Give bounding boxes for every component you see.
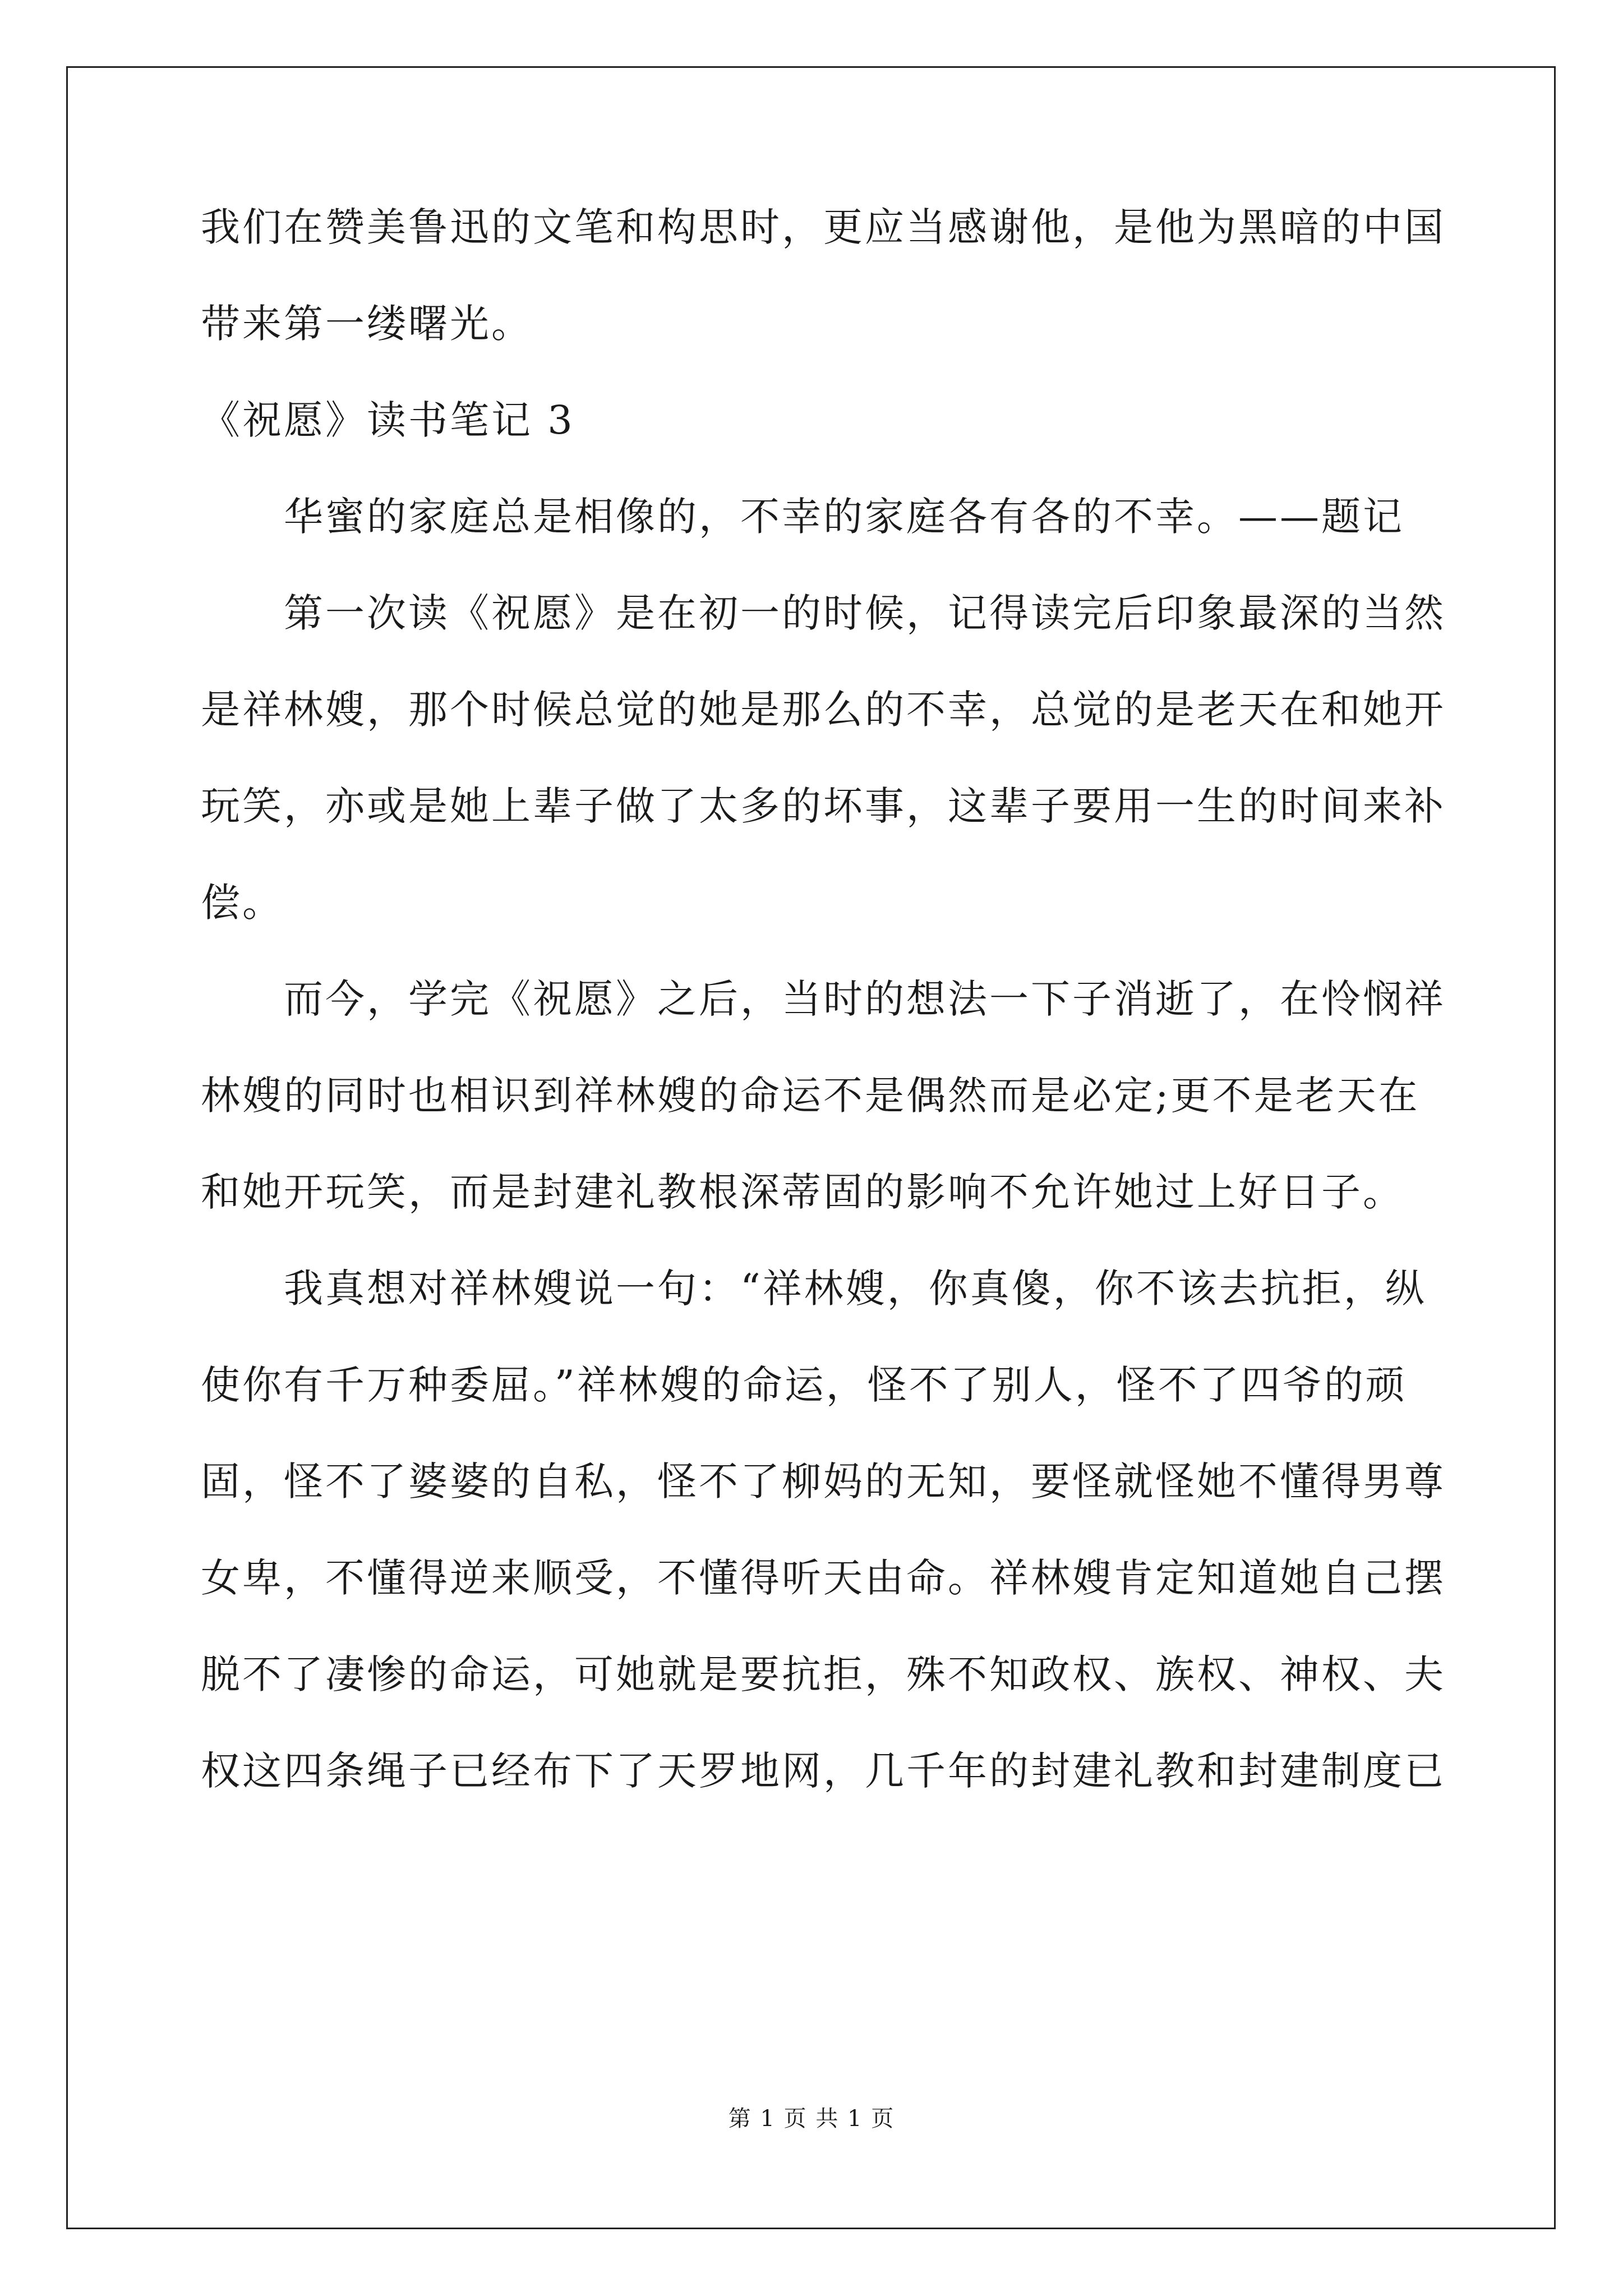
section-heading: 《祝愿》读书笔记 3	[201, 397, 575, 443]
text-line: 权这四条绳子已经布下了天罗地网，几千年的封建礼教和封建制度已	[201, 1748, 1446, 1794]
text-line: 固，怪不了婆婆的自私，怪不了柳妈的无知，要怪就怪她不懂得男尊	[201, 1458, 1446, 1504]
text-line: 林嫂的同时也相识到祥林嫂的命运不是偶然而是必定;更不是老天在	[201, 1073, 1420, 1119]
text-line: 和她开玩笑，而是封建礼教根深蒂固的影响不允许她过上好日子。	[201, 1169, 1404, 1215]
text-line: 我真想对祥林嫂说一句：“祥林嫂，你真傻，你不该去抗拒，纵	[284, 1266, 1427, 1312]
text-line: 第一次读《祝愿》是在初一的时候，记得读完后印象最深的当然	[284, 590, 1446, 636]
text-line: 脱不了凄惨的命运，可她就是要抗拒，殊不知政权、族权、神权、夫	[201, 1651, 1446, 1697]
text-line: 而今，学完《祝愿》之后，当时的想法一下子消逝了，在怜悯祥	[284, 976, 1446, 1022]
page-number-footer: 第 1 页 共 1 页	[728, 2106, 895, 2132]
text-line: 女卑，不懂得逆来顺受，不懂得听天由命。祥林嫂肯定知道她自己摆	[201, 1555, 1446, 1601]
text-line: 使你有千万种委屈。”祥林嫂的命运，怪不了别人，怪不了四爷的顽	[201, 1362, 1407, 1408]
text-line: 是祥林嫂，那个时候总觉的她是那么的不幸，总觉的是老天在和她开	[201, 687, 1446, 733]
text-line: 我们在赞美鲁迅的文笔和构思时，更应当感谢他，是他为黑暗的中国	[201, 204, 1446, 250]
text-line: 偿。	[201, 880, 284, 926]
epigraph-line: 华蜜的家庭总是相像的，不幸的家庭各有各的不幸。——题记	[284, 494, 1404, 540]
page-border	[66, 66, 1556, 2229]
text-line: 玩笑，亦或是她上辈子做了太多的坏事，这辈子要用一生的时间来补	[201, 783, 1446, 829]
text-line: 带来第一缕曙光。	[201, 301, 533, 347]
